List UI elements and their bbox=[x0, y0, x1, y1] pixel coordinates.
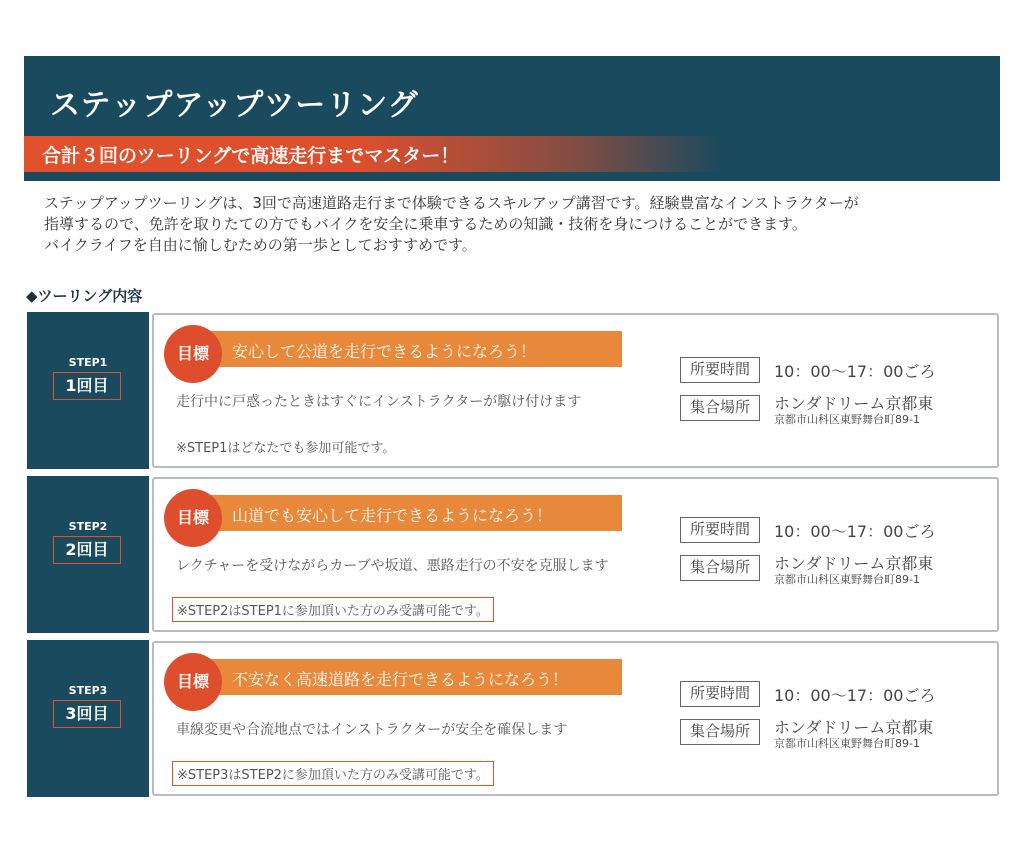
step-card-1 bbox=[152, 313, 999, 468]
step-number: STEP2 bbox=[68, 520, 108, 533]
subtitle-text: 合計３回のツーリングで高速走行までマスター！ bbox=[42, 145, 460, 167]
page-header bbox=[24, 56, 1000, 181]
intro-line: ステップアップツーリングは、3回で高速道路走行まで体験できるスキルアップ講習です。経験豊富なインストラクターが bbox=[44, 194, 859, 212]
goal-bar bbox=[194, 495, 622, 531]
step-card-2 bbox=[152, 477, 999, 632]
time-value: 10：00〜17：00ごろ bbox=[774, 686, 936, 705]
step-label-2 bbox=[27, 476, 149, 633]
goal-bar bbox=[194, 331, 622, 367]
step-number: STEP3 bbox=[68, 684, 108, 697]
step-description: レクチャーを受けながらカーブや坂道、悪路走行の不安を克服します bbox=[176, 558, 609, 574]
step-description: 車線変更や合流地点ではインストラクターが安全を確保します bbox=[176, 722, 568, 738]
time-value: 10：00〜17：00ごろ bbox=[774, 522, 936, 541]
goal-bar bbox=[194, 659, 622, 695]
place-name: ホンダドリーム京都東 bbox=[774, 554, 934, 573]
section-heading: ◆ツーリング内容 bbox=[26, 287, 143, 305]
page-title: ステップアップツーリング bbox=[50, 88, 419, 123]
step-note: ※STEP1はどなたでも参加可能です。 bbox=[176, 441, 396, 456]
step-note: ※STEP3はSTEP2に参加頂いた方のみ受講可能です。 bbox=[172, 761, 494, 786]
intro-line: バイクライフを自由に愉しむための第一歩としておすすめです。 bbox=[44, 236, 477, 254]
place-label: 集合場所 bbox=[680, 395, 760, 421]
place-name: ホンダドリーム京都東 bbox=[774, 394, 934, 413]
place-address: 京都市山科区東野舞台町89-1 bbox=[774, 413, 920, 426]
step-label-3 bbox=[27, 640, 149, 797]
place-label: 集合場所 bbox=[680, 555, 760, 581]
subtitle-banner bbox=[24, 136, 724, 172]
goal-badge: 目標 bbox=[164, 325, 222, 383]
step-description: 走行中に戸惑ったときはすぐにインストラクターが駆け付けます bbox=[176, 394, 582, 410]
time-label: 所要時間 bbox=[680, 681, 760, 707]
intro-text bbox=[44, 193, 994, 256]
step-number: STEP1 bbox=[68, 356, 108, 369]
step-round: 2回目 bbox=[53, 536, 121, 564]
place-name: ホンダドリーム京都東 bbox=[774, 718, 934, 737]
time-label: 所要時間 bbox=[680, 517, 760, 543]
step-label-1 bbox=[27, 312, 149, 469]
time-value: 10：00〜17：00ごろ bbox=[774, 362, 936, 381]
step-round: 1回目 bbox=[53, 372, 121, 400]
place-label: 集合場所 bbox=[680, 719, 760, 745]
goal-text: 安心して公道を走行できるようになろう！ bbox=[232, 342, 537, 361]
place-address: 京都市山科区東野舞台町89-1 bbox=[774, 737, 920, 750]
goal-badge: 目標 bbox=[164, 653, 222, 711]
goal-text: 不安なく高速道路を走行できるようになろう！ bbox=[232, 670, 569, 689]
step-note: ※STEP2はSTEP1に参加頂いた方のみ受講可能です。 bbox=[172, 597, 494, 622]
time-label: 所要時間 bbox=[680, 357, 760, 383]
place-address: 京都市山科区東野舞台町89-1 bbox=[774, 573, 920, 586]
step-card-3 bbox=[152, 641, 999, 796]
goal-text: 山道でも安心して走行できるようになろう！ bbox=[232, 506, 553, 525]
goal-badge: 目標 bbox=[164, 489, 222, 547]
step-round: 3回目 bbox=[53, 700, 121, 728]
intro-line: 指導するので、免許を取りたての方でもバイクを安全に乗車するための知識・技術を身につけることができます。 bbox=[44, 215, 807, 233]
